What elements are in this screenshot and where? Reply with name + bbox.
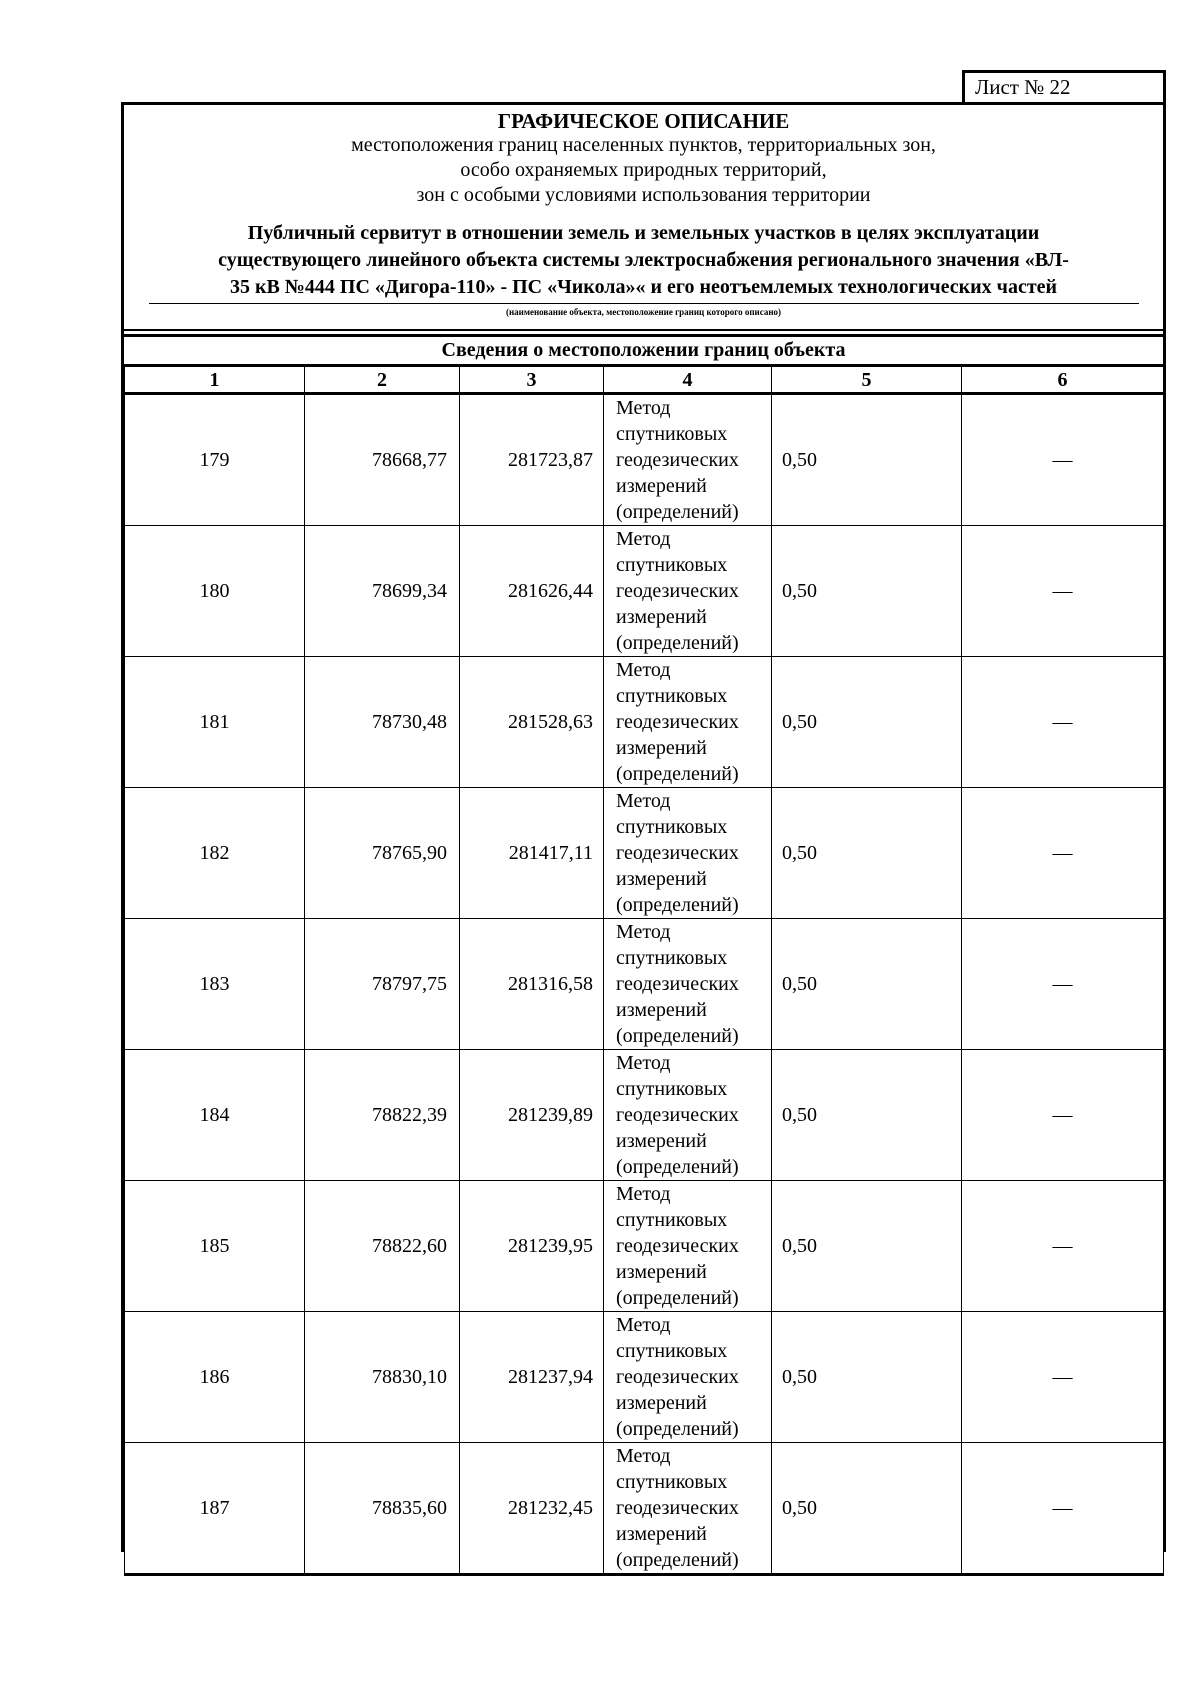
underline-rule xyxy=(149,303,1139,304)
point-number-cell: 182 xyxy=(125,788,305,919)
method-line: геодезических xyxy=(616,1497,739,1519)
point-number-cell: 186 xyxy=(125,1312,305,1443)
table-row xyxy=(125,657,1164,788)
method-cell xyxy=(604,526,772,657)
method-line: геодезических xyxy=(616,580,739,602)
method-line: (определений) xyxy=(616,763,739,785)
note-cell: — xyxy=(962,1181,1164,1312)
method-line: измерений xyxy=(616,1392,707,1414)
method-line: измерений xyxy=(616,1261,707,1283)
x-coordinate-cell: 78822,60 xyxy=(305,1181,460,1312)
method-line: Метод xyxy=(616,1052,671,1074)
note-cell: — xyxy=(962,1443,1164,1575)
column-number: 1 xyxy=(125,367,305,394)
document-header xyxy=(124,105,1163,331)
method-line: геодезических xyxy=(616,449,739,471)
accuracy-cell: 0,50 xyxy=(772,394,962,526)
object-name-line: Публичный сервитут в отношении земель и земельных участков в целях эксплуатации xyxy=(247,222,1040,244)
method-cell xyxy=(604,1443,772,1575)
point-number-cell: 187 xyxy=(125,1443,305,1575)
x-coordinate-cell: 78835,60 xyxy=(305,1443,460,1575)
method-line: спутниковых xyxy=(616,1078,728,1100)
method-line: измерений xyxy=(616,606,707,628)
note-cell: — xyxy=(962,526,1164,657)
method-line: (определений) xyxy=(616,1156,739,1178)
method-line: (определений) xyxy=(616,501,739,523)
method-line: спутниковых xyxy=(616,554,728,576)
method-line: измерений xyxy=(616,868,707,890)
table-row xyxy=(125,919,1164,1050)
method-line: Метод xyxy=(616,1183,671,1205)
table-row xyxy=(125,394,1164,526)
method-line: измерений xyxy=(616,999,707,1021)
method-cell xyxy=(604,1050,772,1181)
note-cell: — xyxy=(962,919,1164,1050)
table-row xyxy=(125,1050,1164,1181)
point-number-cell: 184 xyxy=(125,1050,305,1181)
x-coordinate-cell: 78699,34 xyxy=(305,526,460,657)
document-title: ГРАФИЧЕСКОЕ ОПИСАНИЕ xyxy=(497,109,790,133)
method-cell xyxy=(604,919,772,1050)
method-line: спутниковых xyxy=(616,1340,728,1362)
accuracy-cell: 0,50 xyxy=(772,526,962,657)
method-line: геодезических xyxy=(616,1366,739,1388)
column-number: 6 xyxy=(962,367,1164,394)
x-coordinate-cell: 78822,39 xyxy=(305,1050,460,1181)
note-cell: — xyxy=(962,394,1164,526)
method-line: (определений) xyxy=(616,1549,739,1571)
point-number-cell: 185 xyxy=(125,1181,305,1312)
accuracy-cell: 0,50 xyxy=(772,919,962,1050)
subtitle-line: зон с особыми условиями использования территории xyxy=(416,184,871,206)
method-line: (определений) xyxy=(616,894,739,916)
y-coordinate-cell: 281232,45 xyxy=(460,1443,604,1575)
sheet-number: Лист № 22 xyxy=(962,70,1166,102)
y-coordinate-cell: 281626,44 xyxy=(460,526,604,657)
section-title: Сведения о местоположении границ объекта xyxy=(124,334,1163,367)
point-number-cell: 181 xyxy=(125,657,305,788)
y-coordinate-cell: 281316,58 xyxy=(460,919,604,1050)
method-line: (определений) xyxy=(616,1025,739,1047)
method-line: геодезических xyxy=(616,1235,739,1257)
subtitle-line: особо охраняемых природных территорий, xyxy=(460,159,827,181)
method-line: спутниковых xyxy=(616,1471,728,1493)
table-row xyxy=(125,788,1164,919)
note-cell: — xyxy=(962,1312,1164,1443)
method-line: геодезических xyxy=(616,711,739,733)
method-line: спутниковых xyxy=(616,685,728,707)
point-number-cell: 179 xyxy=(125,394,305,526)
method-line: Метод xyxy=(616,1314,671,1336)
column-number: 5 xyxy=(772,367,962,394)
note-cell: — xyxy=(962,657,1164,788)
method-line: (определений) xyxy=(616,632,739,654)
method-line: спутниковых xyxy=(616,816,728,838)
method-line: (определений) xyxy=(616,1287,739,1309)
method-cell xyxy=(604,1312,772,1443)
y-coordinate-cell: 281528,63 xyxy=(460,657,604,788)
point-number-cell: 180 xyxy=(125,526,305,657)
method-cell xyxy=(604,394,772,526)
method-line: Метод xyxy=(616,659,671,681)
accuracy-cell: 0,50 xyxy=(772,1181,962,1312)
method-line: геодезических xyxy=(616,973,739,995)
method-line: Метод xyxy=(616,528,671,550)
coordinates-table xyxy=(124,366,1164,1576)
method-line: измерений xyxy=(616,475,707,497)
table-row xyxy=(125,526,1164,657)
accuracy-cell: 0,50 xyxy=(772,788,962,919)
document-frame xyxy=(121,102,1166,1571)
x-coordinate-cell: 78797,75 xyxy=(305,919,460,1050)
accuracy-cell: 0,50 xyxy=(772,657,962,788)
y-coordinate-cell: 281237,94 xyxy=(460,1312,604,1443)
method-line: Метод xyxy=(616,790,671,812)
column-number: 2 xyxy=(305,367,460,394)
point-number-cell: 183 xyxy=(125,919,305,1050)
method-line: спутниковых xyxy=(616,1209,728,1231)
accuracy-cell: 0,50 xyxy=(772,1443,962,1575)
x-coordinate-cell: 78668,77 xyxy=(305,394,460,526)
y-coordinate-cell: 281239,95 xyxy=(460,1181,604,1312)
subtitle-line: местоположения границ населенных пунктов, территориальных зон, xyxy=(351,134,936,156)
object-name-line: существующего линейного объекта системы электроснабжения регионального значения «ВЛ- xyxy=(218,249,1069,271)
note-cell: — xyxy=(962,788,1164,919)
column-number: 3 xyxy=(460,367,604,394)
x-coordinate-cell: 78730,48 xyxy=(305,657,460,788)
method-line: (определений) xyxy=(616,1418,739,1440)
method-line: геодезических xyxy=(616,1104,739,1126)
method-line: геодезических xyxy=(616,842,739,864)
x-coordinate-cell: 78830,10 xyxy=(305,1312,460,1443)
table-row xyxy=(125,1181,1164,1312)
method-line: Метод xyxy=(616,397,671,419)
column-number-row xyxy=(125,367,1164,394)
method-line: Метод xyxy=(616,1445,671,1467)
object-name xyxy=(124,220,1163,301)
table-row xyxy=(125,1312,1164,1443)
method-line: измерений xyxy=(616,1523,707,1545)
method-line: измерений xyxy=(616,737,707,759)
method-line: спутниковых xyxy=(616,423,728,445)
method-line: спутниковых xyxy=(616,947,728,969)
method-cell xyxy=(604,657,772,788)
note-cell: — xyxy=(962,1050,1164,1181)
object-name-line: 35 кВ №444 ПС «Дигора-110» - ПС «Чикола»« и его неотъемлемых технологических частей xyxy=(229,276,1058,298)
table-row xyxy=(125,1443,1164,1575)
y-coordinate-cell: 281239,89 xyxy=(460,1050,604,1181)
method-cell xyxy=(604,788,772,919)
accuracy-cell: 0,50 xyxy=(772,1050,962,1181)
object-caption: (наименование объекта, местоположение границ которого описано) xyxy=(505,307,782,317)
accuracy-cell: 0,50 xyxy=(772,1312,962,1443)
method-line: Метод xyxy=(616,921,671,943)
y-coordinate-cell: 281417,11 xyxy=(460,788,604,919)
column-number: 4 xyxy=(604,367,772,394)
x-coordinate-cell: 78765,90 xyxy=(305,788,460,919)
y-coordinate-cell: 281723,87 xyxy=(460,394,604,526)
method-line: измерений xyxy=(616,1130,707,1152)
method-cell xyxy=(604,1181,772,1312)
